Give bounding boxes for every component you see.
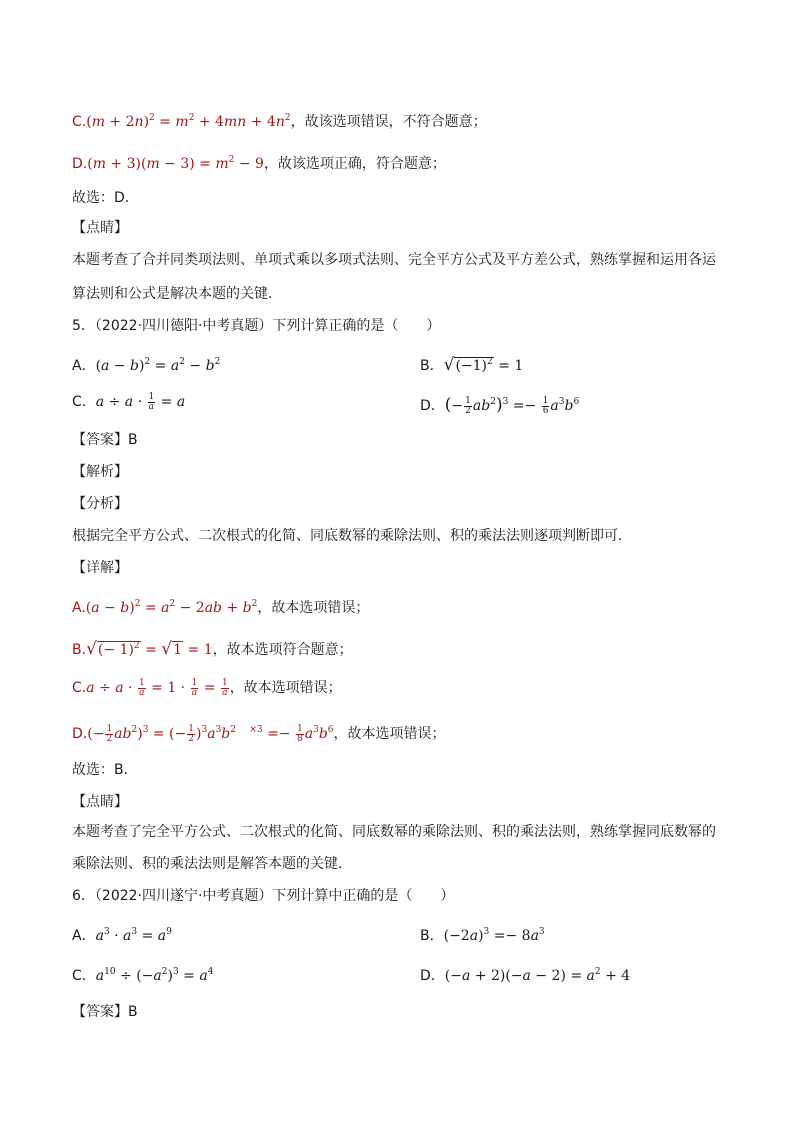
q5-dianjing-heading: 【点睛】 [72, 794, 128, 810]
label-c: C. [72, 114, 87, 130]
q5-fenxi-text: 根据完全平方公式、二次根式的化简、同底数幂的乘除法则、积的乘法法则逐项判断即可． [72, 528, 632, 544]
q5-option-b-formula: $√(-1)^2 = 1$ [443, 355, 524, 375]
formula-c: $(m + 2n)^2 = m^2 + 4mn + 4n^2$ [86, 113, 291, 130]
q6-option-d-formula: $(-a + 2)(-a - 2) = a^2 + 4$ [444, 967, 631, 984]
heading-dianjing: 【点睛】 [72, 220, 128, 236]
q6-options-row2 [72, 962, 722, 984]
detail-a-formula: $(a - b)^2 = a^2 - 2ab + b^2$ [85, 599, 258, 616]
q5-option-c-label: C． [72, 394, 96, 410]
detail-a-label: A. [72, 600, 86, 616]
detail-b-label: B. [72, 642, 87, 658]
q6-option-a-formula: $a^3 \cdot a^3 = a^9$ [95, 927, 172, 944]
detail-c-label: C. [72, 680, 87, 696]
q6-option-a-label: A． [72, 928, 96, 944]
q5-dianjing-text-1: 本题考查了完全平方公式、二次根式的化简、同底数幂的乘除法则、积的乘法法则，熟练掌握同底数幂的 [72, 824, 716, 840]
q6-option-b-label: B． [420, 928, 444, 944]
dianjing-text-1: 本题考查了合并同类项法则、单项式乘以多项式法则、完全平方公式及平方差公式，熟练掌握和运用各运 [72, 252, 716, 268]
text-d: ，故该选项正确，符合题意； [263, 156, 446, 172]
q5-dianjing-text-2: 乘除法则、积的乘法法则是解答本题的关键． [72, 856, 352, 872]
q5-option-d-label: D． [420, 398, 445, 414]
formula-d: $(m + 3)(m - 3) = m^2 - 9$ [87, 155, 264, 172]
detail-d-formula: (− $\frac{1}{2}$ $ab^2)^3$ = (− $\frac{1}{2}$ )$^3a^3b^2$ $^{\times 3}$ =− $\frac{1}{8}$ $a^3b^6$ [87, 723, 334, 744]
q5-detail-c [72, 678, 722, 702]
q5-option-a-formula: $(a - b)^2 = a^2 - b^2$ [95, 357, 221, 374]
question-5: 5．（2022·四川德阳·中考真题）下列计算正确的是（ ） [72, 318, 441, 334]
q5-option-c-formula: a ÷ a · $\frac{1}{a}$ = a [95, 391, 186, 412]
q6-option-d-label: D． [420, 968, 445, 984]
q5-fenxi-heading: 【分析】 [72, 496, 128, 512]
q6-option-b-formula: $(-2a)^3 =- 8a^3$ [443, 927, 545, 944]
q5-choose: 故选：B． [72, 762, 138, 778]
detail-b-formula: √(− 1)$^2$ = √1 = 1 [86, 639, 213, 659]
question-6: 6．（2022·四川遂宁·中考真题）下列计算中正确的是（ ） [72, 888, 455, 904]
q5-options-row1 [72, 352, 722, 374]
solution-line-d [72, 150, 722, 174]
q6-options-row1 [72, 922, 722, 944]
q5-options-row2 [72, 392, 722, 416]
q5-xiangjie-heading: 【详解】 [72, 560, 128, 576]
dianjing-text-2: 算法则和公式是解决本题的关键． [72, 286, 282, 302]
detail-d-text: ，故本选项错误； [333, 726, 446, 742]
q5-detail-d [72, 720, 722, 746]
detail-c-formula: a ÷ a · $\frac{1}{a}$ = 1 · $\frac{1}{a}$ = $\frac{1}{a}$ [86, 677, 228, 698]
label-d: D. [72, 156, 88, 172]
detail-b-text: ，故本选项符合题意； [212, 642, 353, 658]
q6-option-c-formula: $a^{10} \div (-a^2)^3 = a^4$ [95, 967, 214, 984]
detail-c-text: ，故本选项错误； [229, 680, 342, 696]
choose-line: 故选：D． [72, 190, 139, 206]
q5-option-a-label: A． [72, 358, 96, 374]
q6-option-c-label: C． [72, 968, 96, 984]
q5-detail-b [72, 636, 722, 660]
q5-option-d-formula: (− $\frac{1}{2}$ $ab^2)^3$ =− $\frac{1}{6}$ $a^3b^6$ [444, 395, 580, 416]
solution-line-c [72, 108, 722, 132]
q5-detail-a [72, 594, 722, 618]
q5-answer: 【答案】B [72, 432, 138, 448]
text-c: ，故该选项错误，不符合题意； [290, 114, 487, 130]
q6-answer: 【答案】B [72, 1004, 138, 1020]
q5-jiexi-heading: 【解析】 [72, 464, 128, 480]
detail-d-label: D. [72, 726, 88, 742]
detail-a-text: ，故本选项错误； [257, 600, 370, 616]
q5-option-b-label: B． [420, 358, 444, 374]
